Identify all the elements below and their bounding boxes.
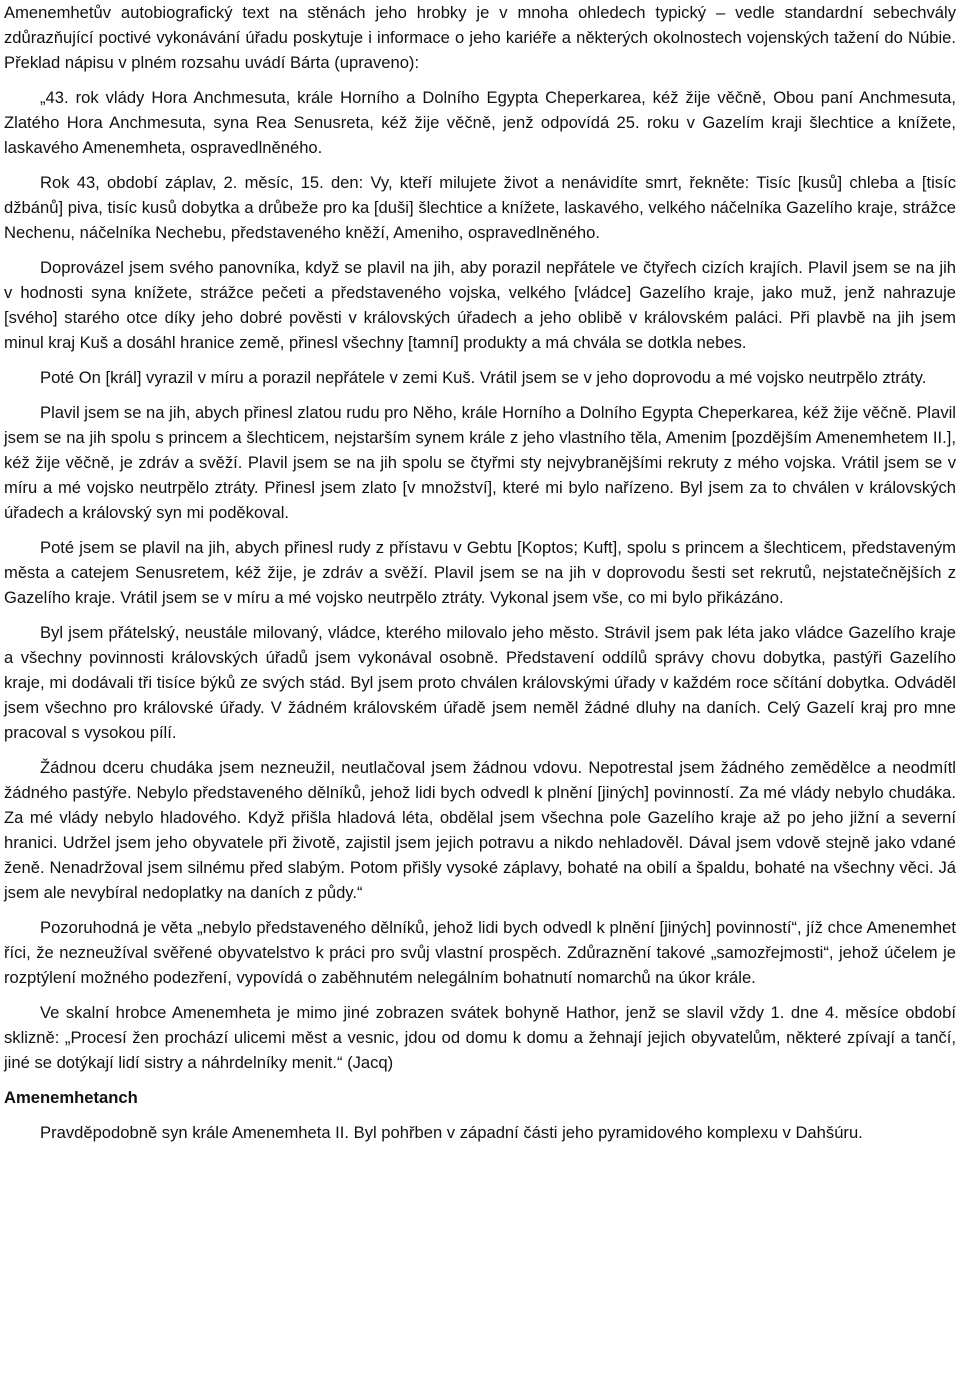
intro-paragraph: Amenemhetův autobiografický text na stěnách jeho hrobky je v mnoha ohledech typický – vedle standardní sebechvály zdůrazňující poctivé vykonávání úřadu poskytuje i informace o jeho kariéře a některých okolnostech vojenských tažení do Núbie. Překlad nápisu v plném rozsahu uvádí Bárta (upraveno):: [4, 3, 956, 72]
quote-paragraph-5: Plavil jsem se na jih, abych přinesl zlatou rudu pro Něho, krále Horního a Dolního Egypta Cheperkarea, kéž žije věčně. Plavil jsem se na jih spolu s princem a šlechticem, nejstarším synem krále z jeho vlastního těla, Amenim [pozdějším Amenemhetem II.], kéž žije věčně, je zdráv a svěží. Plavil jsem se na jih spolu se čtyřmi sty nejvybranějšími rekruty z mého vojska. Vrátil jsem se v míru a mé vojsko neutrpělo ztráty. Přinesl jsem zlato [v množství], které mi bylo nařízeno. Byl jsem za to chválen v královských úřadech a královský syn mi poděkoval.: [4, 403, 956, 522]
quote-paragraph-3: Doprovázel jsem svého panovníka, když se plavil na jih, aby porazil nepřátele ve čtyřech cizích krajích. Plavil jsem se na jih v hodnosti syna knížete, strážce pečeti a představeného vojska, velkého [vládce] Gazelího kraje, jako muž, jenž nahrazuje [svého] starého otce díky jeho dobré pověsti v královských úřadech a jeho oblibě v královském paláci. Při plavbě na jih jsem minul kraj Kuš a dosáhl hranice země, přinesl všechny [tamní] produkty a má chvála se dotkla nebes.: [4, 258, 956, 352]
section-heading: Amenemhetanch: [4, 1088, 138, 1107]
section-paragraph: Pravděpodobně syn krále Amenemheta II. Byl pohřben v západní části jeho pyramidového komplexu v Dahšúru.: [40, 1123, 863, 1142]
quote-paragraph-8: Žádnou dceru chudáka jsem nezneužil, neutlačoval jsem žádnou vdovu. Nepotrestal jsem žádného zemědělce a neodmítl žádného pastýře. Nebylo představeného dělníků, jehož lidi bych odvedl k plnění [jiných] povinností. Za mé vlády nebylo chudáka. Za mé vlády nebylo hladového. Když přišla hladová léta, obdělal jsem všechna pole Gazelího kraje až po jeho jižní a severní hranici. Udržel jsem jeho obyvatele při životě, zajistil jsem jejich potravu a nikdo nehladověl. Dával jsem vdově stejně jako vdané ženě. Nenadržoval jsem silnému před slabým. Potom přišly vysoké záplavy, bohaté na obilí a špaldu, bohaté na všechny věci. Já jsem ale nevybíral nedoplatky na daních z půdy.“: [4, 758, 956, 902]
quote-paragraph-2: Rok 43, období záplav, 2. měsíc, 15. den: Vy, kteří milujete život a nenávidíte smrt, řekněte: Tisíc [kusů] chleba a [tisíc džbánů] piva, tisíc kusů dobytka a drůbeže pro ka [duši] šlechtice a knížete, laskavého, velkého náčelníka Gazelího kraje, strážce Nechenu, náčelníka Nechebu, představeného kněží, Ameniho, ospravedlněného.: [4, 173, 956, 242]
quote-paragraph-4: Poté On [král] vyrazil v míru a porazil nepřátele v zemi Kuš. Vrátil jsem se v jeho doprovodu a mé vojsko neutrpělo ztráty.: [40, 368, 927, 387]
commentary-paragraph-2: Ve skalní hrobce Amenemheta je mimo jiné zobrazen svátek bohyně Hathor, jenž se slavil vždy 1. dne 4. měsíce období sklizně: „Procesí žen prochází ulicemi měst a vesnic, jdou od domu k domu a žehnají jejich obyvatelům, některé zpívají a tančí, jiné se dotýkají lidí sistry a náhrdelníky menit.“ (Jacq): [4, 1003, 956, 1072]
quote-paragraph-6: Poté jsem se plavil na jih, abych přinesl rudy z přístavu v Gebtu [Koptos; Kuft], spolu s princem a šlechticem, představeným města a catejem Senusretem, kéž žije, je zdráv a svěží. Plavil jsem se na jih v doprovodu šesti set rekrutů, nejstatečnějších z Gazelího kraje. Vrátil jsem se v míru a mé vojsko neutrpělo ztráty. Vykonal jsem vše, co mi bylo přikázáno.: [4, 538, 956, 607]
quote-paragraph-1: „43. rok vlády Hora Anchmesuta, krále Horního a Dolního Egypta Cheperkarea, kéž žije věčně, Obou paní Anchmesuta, Zlatého Hora Anchmesuta, syna Rea Senusreta, kéž žije věčně, jenž odpovídá 25. roku v Gazelím kraji šlechtice a knížete, laskavého Amenemheta, ospravedlněného.: [4, 88, 956, 157]
quote-paragraph-7: Byl jsem přátelský, neustále milovaný, vládce, kterého milovalo jeho město. Strávil jsem pak léta jako vládce Gazelího kraje a všechny povinnosti královských úřadů jsem vykonával osobně. Představení oddílů správy chovu dobytka, pastýři Gazelího kraje, mi dodávali tři tisíce býků ze svých stád. Byl jsem proto chválen královskými úřady v každém roce sčítání dobytka. Odváděl jsem všechno pro královské úřady. V žádném královském úřadě jsem neměl žádné dluhy na daních. Celý Gazelí kraj pro mne pracoval s vysokou pílí.: [4, 623, 956, 742]
document-page: [4, 0, 956, 1145]
commentary-paragraph-1: Pozoruhodná je věta „nebylo představeného dělníků, jehož lidi bych odvedl k plnění [jiných] povinností“, jíž chce Amenemhet říci, že nezneužíval svěřené obyvatelstvo k práci pro svůj vlastní prospěch. Zdůraznění takové „samozřejmosti“, jehož účelem je rozptýlení možného podezření, vypovídá o zaběhnutém nelegálním bohatnutí nomarchů na úkor krále.: [4, 918, 956, 987]
